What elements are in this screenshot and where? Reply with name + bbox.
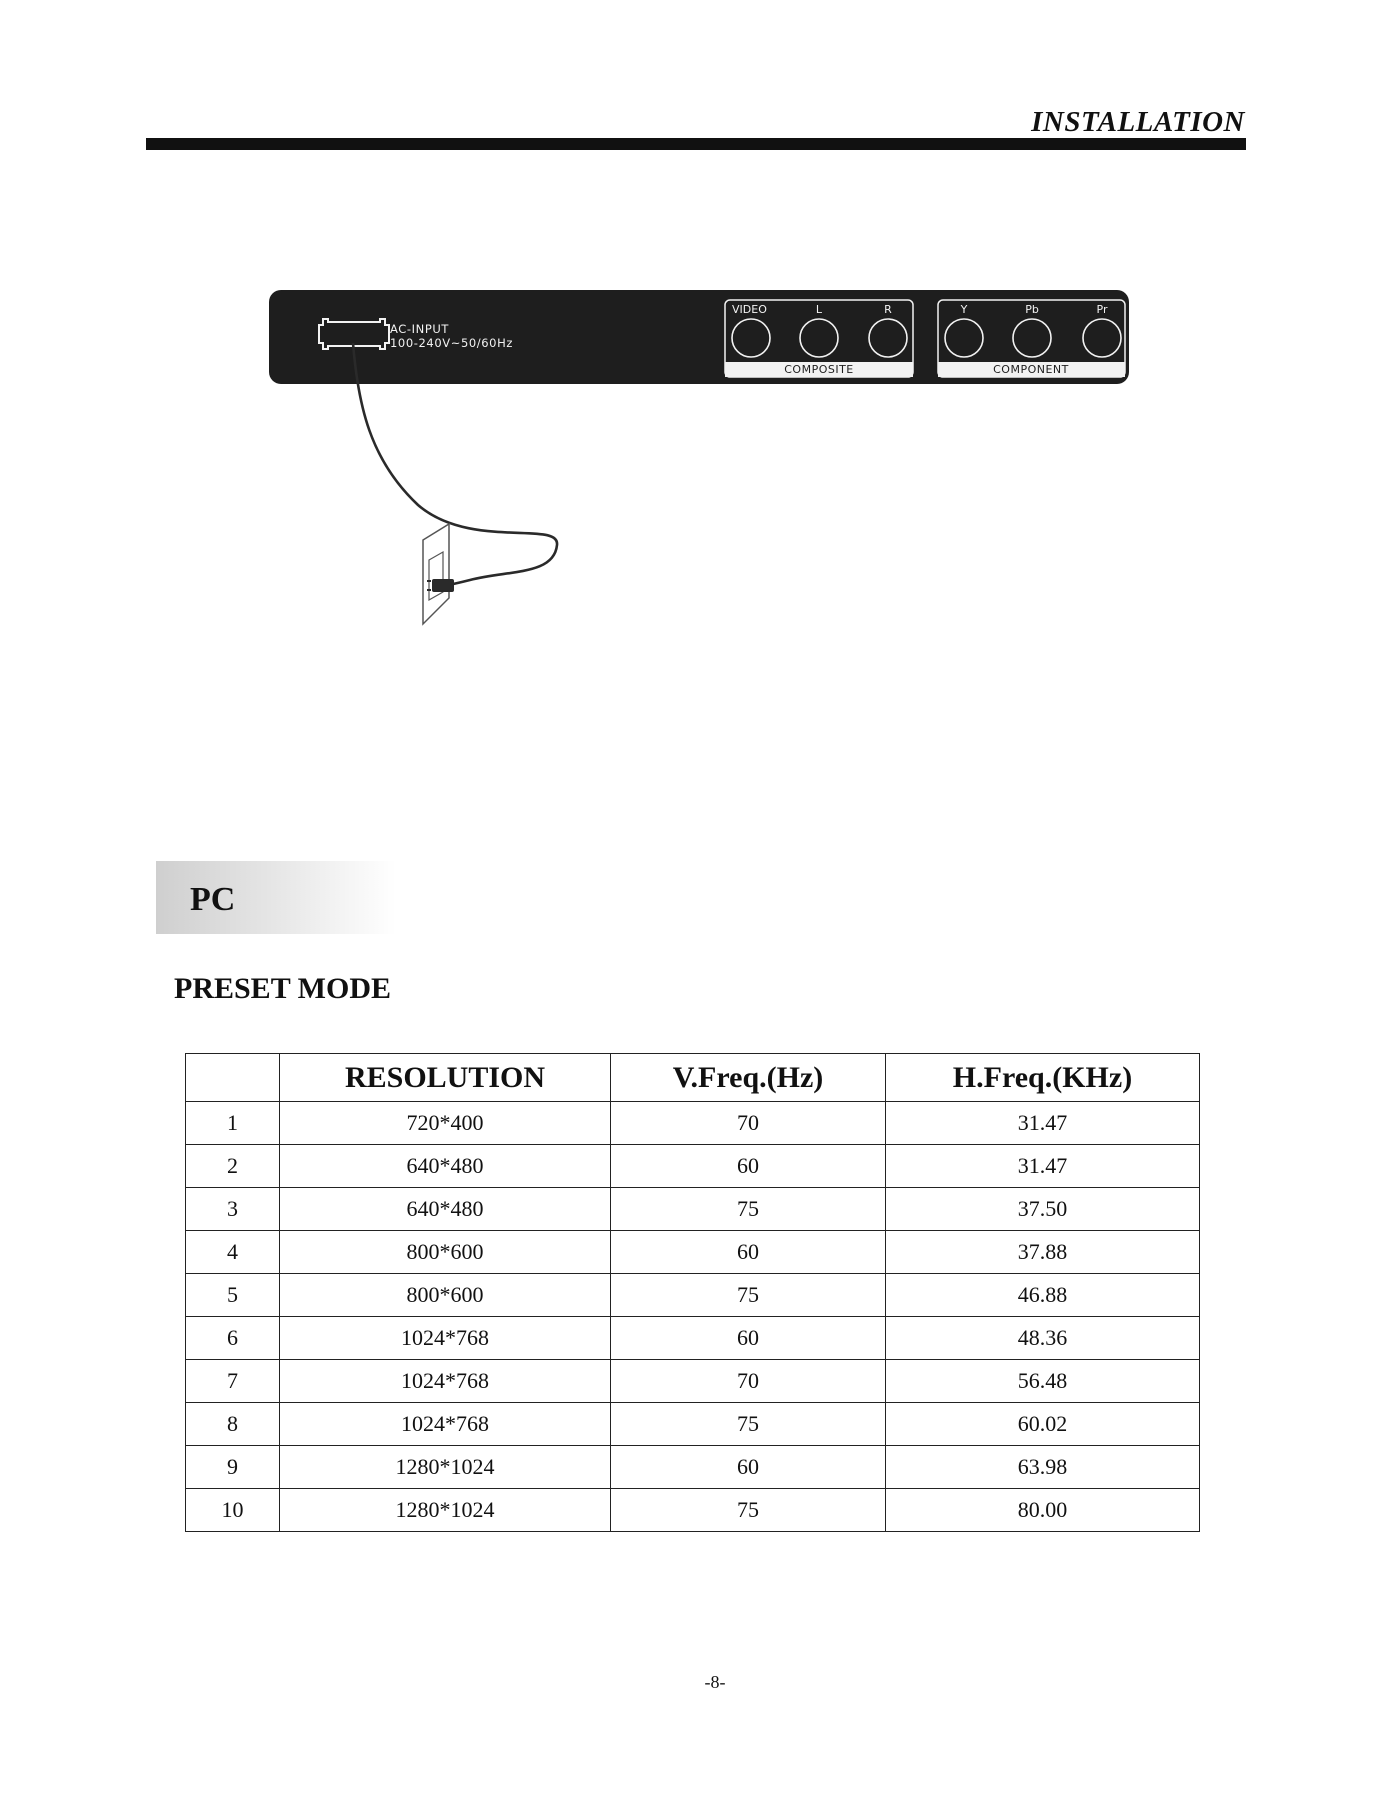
pc-section-band <box>156 861 396 934</box>
table-cell: 6 <box>186 1317 280 1360</box>
table-row <box>186 1188 1200 1231</box>
table-cell: 1024*768 <box>280 1360 611 1403</box>
jack-label-r: R <box>884 303 892 316</box>
table-cell: 800*600 <box>280 1231 611 1274</box>
table-cell: 1024*768 <box>280 1317 611 1360</box>
table-cell: 640*480 <box>280 1188 611 1231</box>
jack-label-video: VIDEO <box>732 303 767 316</box>
table-cell: 75 <box>611 1489 886 1532</box>
table-cell: 48.36 <box>886 1317 1200 1360</box>
table-cell: 9 <box>186 1446 280 1489</box>
jack-label-pb: Pb <box>1025 303 1039 316</box>
table-row <box>186 1274 1200 1317</box>
jack-label-l: L <box>815 303 823 316</box>
table-row <box>186 1317 1200 1360</box>
jack-label-y: Y <box>960 303 968 316</box>
table-cell: 5 <box>186 1274 280 1317</box>
table-cell: 640*480 <box>280 1145 611 1188</box>
table-cell: 7 <box>186 1360 280 1403</box>
section-title: PC <box>190 881 236 918</box>
preset-mode-table <box>185 1053 1200 1532</box>
jack-label-pr: Pr <box>1096 303 1108 316</box>
table-cell: 3 <box>186 1188 280 1231</box>
wall-outlet-icon <box>423 524 449 624</box>
table-row <box>186 1489 1200 1532</box>
column-header-vfreq: V.Freq.(Hz) <box>611 1054 886 1102</box>
table-header-row <box>186 1054 1200 1102</box>
table-cell: 720*400 <box>280 1102 611 1145</box>
preset-mode-title: PRESET MODE <box>174 972 391 1005</box>
composite-label: COMPOSITE <box>784 363 854 376</box>
power-plug-icon <box>432 579 454 592</box>
table-row <box>186 1360 1200 1403</box>
table-cell: 60 <box>611 1446 886 1489</box>
column-header-resolution: RESOLUTION <box>280 1054 611 1102</box>
table-row <box>186 1145 1200 1188</box>
table-cell: 4 <box>186 1231 280 1274</box>
table-cell: 1 <box>186 1102 280 1145</box>
table-cell: 2 <box>186 1145 280 1188</box>
table-cell: 60 <box>611 1145 886 1188</box>
table-cell: 1024*768 <box>280 1403 611 1446</box>
table-row <box>186 1231 1200 1274</box>
table-cell: 1280*1024 <box>280 1489 611 1532</box>
column-header-index <box>186 1054 280 1102</box>
table-cell: 37.88 <box>886 1231 1200 1274</box>
column-header-hfreq: H.Freq.(KHz) <box>886 1054 1200 1102</box>
table-cell: 70 <box>611 1360 886 1403</box>
ac-input-label: AC-INPUT <box>390 322 450 336</box>
table-cell: 75 <box>611 1274 886 1317</box>
table-cell: 800*600 <box>280 1274 611 1317</box>
ac-input-spec: 100-240V~50/60Hz <box>390 336 513 350</box>
table-cell: 70 <box>611 1102 886 1145</box>
component-label: COMPONENT <box>993 363 1069 376</box>
table-cell: 37.50 <box>886 1188 1200 1231</box>
table-cell: 1280*1024 <box>280 1446 611 1489</box>
table-cell: 10 <box>186 1489 280 1532</box>
table-cell: 63.98 <box>886 1446 1200 1489</box>
table-row <box>186 1403 1200 1446</box>
table-row <box>186 1102 1200 1145</box>
table-cell: 56.48 <box>886 1360 1200 1403</box>
table-cell: 8 <box>186 1403 280 1446</box>
table-cell: 31.47 <box>886 1145 1200 1188</box>
table-cell: 75 <box>611 1403 886 1446</box>
table-cell: 60 <box>611 1231 886 1274</box>
table-cell: 46.88 <box>886 1274 1200 1317</box>
table-cell: 75 <box>611 1188 886 1231</box>
table-cell: 60.02 <box>886 1403 1200 1446</box>
rear-panel-diagram <box>0 0 1400 700</box>
table-row <box>186 1446 1200 1489</box>
page-header-title: INSTALLATION <box>1031 106 1245 138</box>
page-number: -8- <box>704 1672 726 1692</box>
table-cell: 60 <box>611 1317 886 1360</box>
table-cell: 80.00 <box>886 1489 1200 1532</box>
table-cell: 31.47 <box>886 1102 1200 1145</box>
